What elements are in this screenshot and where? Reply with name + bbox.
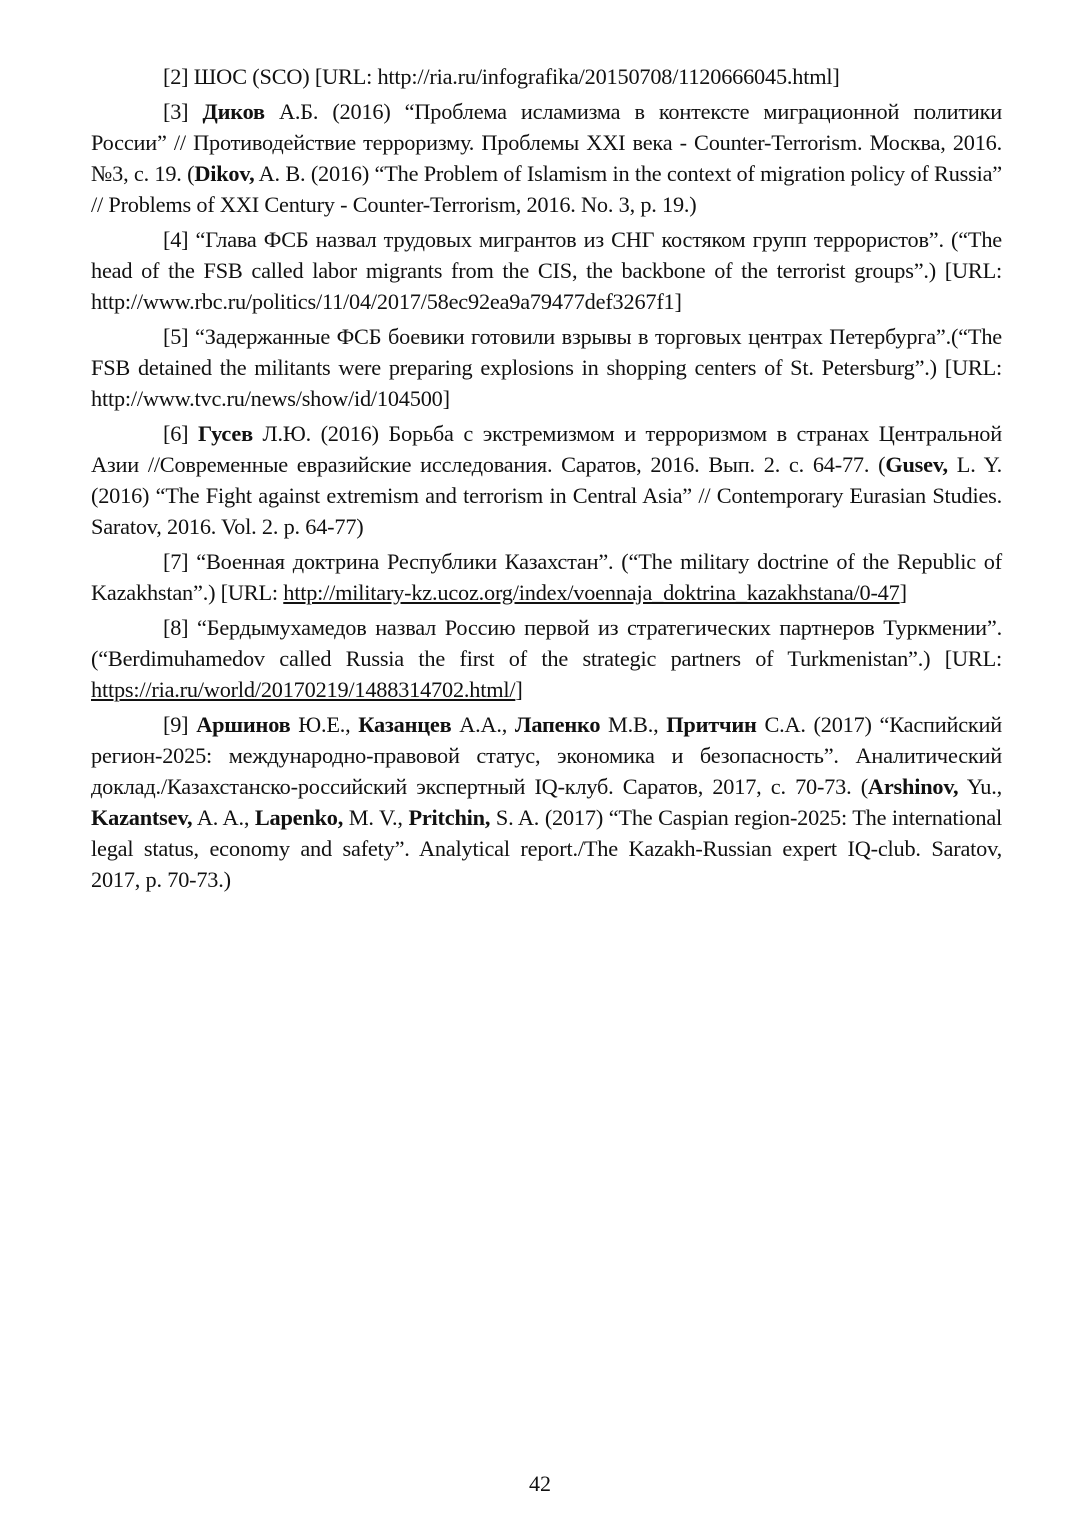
ref-url-link[interactable]: http://military-kz.ucoz.org/index/voennaja_doktrina_kazakhstana/0-47 — [283, 580, 900, 605]
ref-text: “Глава ФСБ назвал трудовых мигрантов из СНГ костяком групп террористов”. (“The head of the FSB called labor migrants from the CIS, the backbone of the terrorist groups”.) [URL: http://www.rbc.ru/politics/11/04/2017/58ec92ea9a79477def3267f1] — [91, 227, 1002, 314]
reference-2 — [91, 61, 1002, 92]
ref-number: [8] — [163, 615, 189, 640]
ref-text: С.А. (2017) “Каспийский регион-2025: международно-правовой статус, экономика и безопасность”. Аналитический доклад./Казахстанско-российский экспертный IQ-клуб. Саратов, 2017, с. 70-73. ( — [91, 712, 1003, 799]
ref-number: [5] — [163, 324, 189, 349]
ref-author: Притчин — [666, 712, 757, 737]
ref-number: [4] — [163, 227, 189, 252]
ref-number: [3] — [163, 99, 189, 124]
ref-author: Kazantsev, — [91, 805, 193, 830]
reference-7 — [91, 546, 1002, 608]
ref-text: L. Y. (2016) “The Fight against extremism and terrorism in Central Asia” // Contemporary Eurasian Studies. Saratov, 2016. Vol. 2. p. 64-77) — [91, 452, 1002, 539]
ref-text: А.Б. (2016) “Проблема исламизма в контексте миграционной политики России” // Противодействие терроризму. Проблемы XXI века - Counter-Terrorism. Москва, 2016. №3, с. 19. ( — [91, 99, 1003, 186]
ref-text-tail: ] — [515, 677, 523, 702]
ref-author: Диков — [202, 99, 265, 124]
ref-url-link[interactable]: https://ria.ru/world/20170219/1488314702.html/ — [91, 677, 516, 702]
ref-text: A. B. (2016) “The Problem of Islamism in the context of migration policy of Russia” // Problems of XXI Century - Counter-Terrorism, 2016. No. 3, p. 19.) — [91, 161, 1002, 217]
ref-text: S. A. (2017) “The Caspian region-2025: The international legal status, economy and safety”. Analytical report./The Kazakh-Russian expert IQ-club. Saratov, 2017, p. 70-73.) — [91, 805, 1003, 892]
reference-5 — [91, 321, 1002, 414]
ref-text: А.А., — [451, 712, 515, 737]
ref-author: Arshinov, — [867, 774, 959, 799]
ref-text: Yu., — [958, 774, 1002, 799]
ref-author: Pritchin, — [408, 805, 491, 830]
ref-text-tail: ] — [899, 580, 907, 605]
ref-author: Казанцев — [358, 712, 452, 737]
ref-author: Лапенко — [514, 712, 601, 737]
ref-number: [2] — [163, 64, 189, 89]
ref-author: Dikov, — [194, 161, 255, 186]
ref-text: Л.Ю. (2016) Борьба с экстремизмом и терроризмом в странах Центральной Азии //Современные евразийские исследования. Саратов, 2016. Вып. 2. с. 64-77. ( — [91, 421, 1002, 477]
reference-3 — [91, 96, 1002, 220]
ref-number: [7] — [163, 549, 189, 574]
ref-number: [9] — [163, 712, 189, 737]
ref-text: М.В., — [600, 712, 667, 737]
ref-number: [6] — [163, 421, 189, 446]
reference-4 — [91, 224, 1002, 317]
ref-text: “Задержанные ФСБ боевики готовили взрывы в торговых центрах Петербурга”.(“The FSB detained the militants were preparing explosions in shopping centers of St. Petersburg”.) [URL: http://www.tvc.ru/news/show/id/104500] — [91, 324, 1002, 411]
ref-text: “Бердымухамедов назвал Россию первой из стратегических партнеров Туркмении”. (“Berdimuhamedov called Russia the first of the strategic partners of Turkmenistan”.) [URL: — [91, 615, 1002, 671]
ref-author: Lapenko, — [254, 805, 344, 830]
page-number: 42 — [529, 1471, 551, 1496]
ref-text: M. V., — [343, 805, 409, 830]
ref-text: A. A., — [192, 805, 255, 830]
ref-author: Гусев — [198, 421, 253, 446]
ref-text: ШОС (SCO) [URL: http://ria.ru/infografika/20150708/1120666045.html] — [188, 64, 840, 89]
reference-6 — [91, 418, 1002, 542]
reference-8 — [91, 612, 1002, 705]
ref-author: Gusev, — [885, 452, 948, 477]
ref-author: Аршинов — [196, 712, 291, 737]
ref-text: “Военная доктрина Республики Казахстан”. (“The military doctrine of the Republic of Kazakhstan”.) [URL: — [91, 549, 1002, 605]
ref-text: Ю.Е., — [290, 712, 359, 737]
reference-9 — [91, 709, 1002, 895]
reference-list — [91, 61, 1002, 899]
